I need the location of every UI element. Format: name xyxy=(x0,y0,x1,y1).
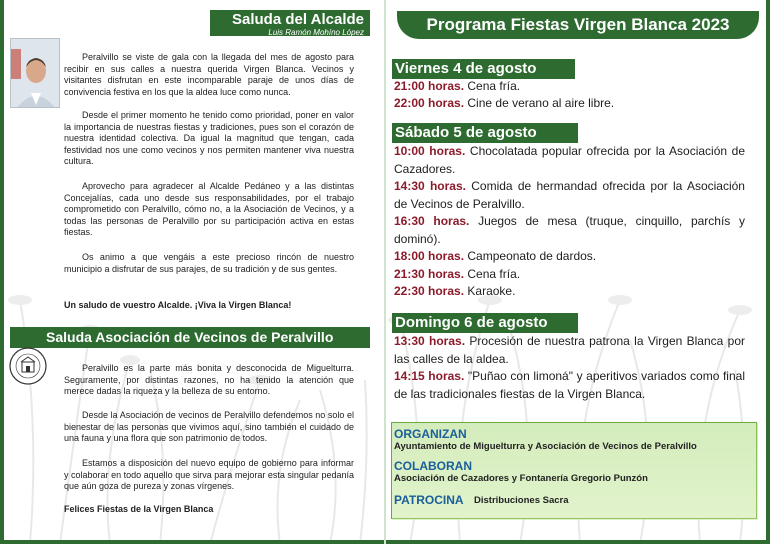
event-item xyxy=(394,248,745,266)
alcalde-paragraph-1: Peralvillo se viste de gala con la llegada del mes de agosto para recibir en sus calles a nuestra querida Virgen Blanca. Vecinos y visitantes disfrutan en este incomparable paraje de unos días de convivencia festiva en los que la aldea luce como nunca. xyxy=(64,52,354,97)
event-time: 22:00 horas. xyxy=(394,96,465,110)
event-text: Campeonato de dardos. xyxy=(467,249,597,263)
event-time: 21:30 horas. xyxy=(394,267,465,281)
colaboran-text: Asociación de Cazadores y Fontanería Gregorio Punzón xyxy=(394,473,648,484)
event-time: 13:30 horas. xyxy=(394,334,466,348)
asociacion-paragraph-3: Estamos a disposición del nuevo equipo de gobierno para informar y colaborar en todo aquello que sirva para mejorar esta singular pedanía que aún goza de pureza y zonas vírgenes. xyxy=(64,458,354,491)
day-header-sabado: Sábado 5 de agosto xyxy=(392,123,578,143)
program-title: Programa Fiestas Virgen Blanca 2023 xyxy=(397,11,759,39)
event-time: 18:00 horas. xyxy=(394,249,465,263)
asociacion-closing: Felices Fiestas de la Virgen Blanca xyxy=(64,504,214,514)
event-text: Cena fría. xyxy=(467,79,521,93)
event-text: Karaoke. xyxy=(467,284,516,298)
alcalde-title: Saluda del Alcalde xyxy=(232,11,364,28)
event-item xyxy=(394,95,745,113)
alcalde-closing: Un saludo de vuestro Alcalde. ¡Viva la Virgen Blanca! xyxy=(64,300,292,310)
event-item xyxy=(394,78,745,96)
asociacion-title: Saluda Asociación de Vecinos de Peralvillo xyxy=(46,329,334,345)
event-time: 22:30 horas. xyxy=(394,284,465,298)
event-text: Chocolatada popular ofrecida por la Asociación de Cazadores. xyxy=(394,144,746,176)
event-text: Cine de verano al aire libre. xyxy=(467,96,615,110)
event-text: Comida de hermandad ofrecida por la Asociación de Vecinos de Peralvillo. xyxy=(394,179,745,211)
event-item xyxy=(394,178,745,213)
asociacion-seal-icon xyxy=(8,346,48,386)
patrocina-label: PATROCINA xyxy=(394,493,464,507)
event-time: 10:00 horas. xyxy=(394,144,466,158)
sponsors-box xyxy=(391,422,757,519)
alcalde-photo xyxy=(10,38,60,108)
right-column xyxy=(385,0,770,544)
portrait-image-icon xyxy=(11,39,60,108)
event-item xyxy=(394,283,745,301)
event-item xyxy=(394,266,745,284)
alcalde-header xyxy=(210,10,370,36)
event-time: 21:00 horas. xyxy=(394,79,465,93)
asociacion-paragraph-1: Peralvillo es la parte más bonita y desconocida de Miguelturra. Seguramente, por distintas razones, no ha tenido la atención que merece dadas la riqueza y la belleza de su entorno. xyxy=(64,363,354,396)
colaboran-label: COLABORAN xyxy=(394,459,472,473)
alcalde-paragraph-4: Os animo a que vengáis a este precioso rincón de nuestro municipio a disfrutar de sus parajes, de su tradición y de sus gentes. xyxy=(64,252,354,274)
asociacion-header xyxy=(10,327,370,348)
event-time: 14:30 horas. xyxy=(394,179,466,193)
event-text: Juegos de mesa (truque, cinquillo, parchís y dominó). xyxy=(394,214,745,246)
event-item xyxy=(394,143,745,178)
asociacion-paragraph-2: Desde la Asociación de vecinos de Peralvillo defendemos no solo el bienestar de las personas que vivimos aquí, sino también el cuidado de una fauna y una flora que son patrimonio de todos. xyxy=(64,410,354,443)
organizan-label: ORGANIZAN xyxy=(394,427,467,441)
event-time: 14:15 horas. xyxy=(394,369,465,383)
event-time: 16:30 horas. xyxy=(394,214,470,228)
event-text: "Puñao con limoná" y aperitivos variados como final de las tradicionales fiestas de la Virgen Blanca. xyxy=(394,369,745,401)
alcalde-paragraph-2: Desde el primer momento he tenido como prioridad, poner en valor la importancia de nuestras fiestas y tradiciones, pues son el corazón de nuestra identidad colectiva. Da igual la magnitud que tengan, cada festividad nos une como vecinos y nos permiten mantener viva nuestra cultura. xyxy=(64,110,354,166)
event-text: Cena fría. xyxy=(467,267,521,281)
day-header-viernes: Viernes 4 de agosto xyxy=(392,59,575,79)
event-item xyxy=(394,213,745,248)
organizan-text: Ayuntamiento de Miguelturra y Asociación de Vecinos de Peralvillo xyxy=(394,441,697,452)
alcalde-name: Luis Ramón Mohíno López xyxy=(268,28,364,37)
patrocina-text: Distribuciones Sacra xyxy=(474,495,569,506)
day-header-domingo: Domingo 6 de agosto xyxy=(392,313,578,333)
event-text: Procesión de nuestra patrona la Virgen Blanca por las calles de la aldea. xyxy=(394,334,745,366)
event-item xyxy=(394,333,745,368)
event-item xyxy=(394,368,745,403)
alcalde-paragraph-3: Aprovecho para agradecer al Alcalde Pedáneo y a las distintas Concejalías, cada uno desde sus responsabilidades, por el trabajo comprometido con Peralvillo, cómo no, a la Asociación de Vecinos, y a todas las personas de Peralvillo por su participación activa en estas fiestas. xyxy=(64,181,354,237)
